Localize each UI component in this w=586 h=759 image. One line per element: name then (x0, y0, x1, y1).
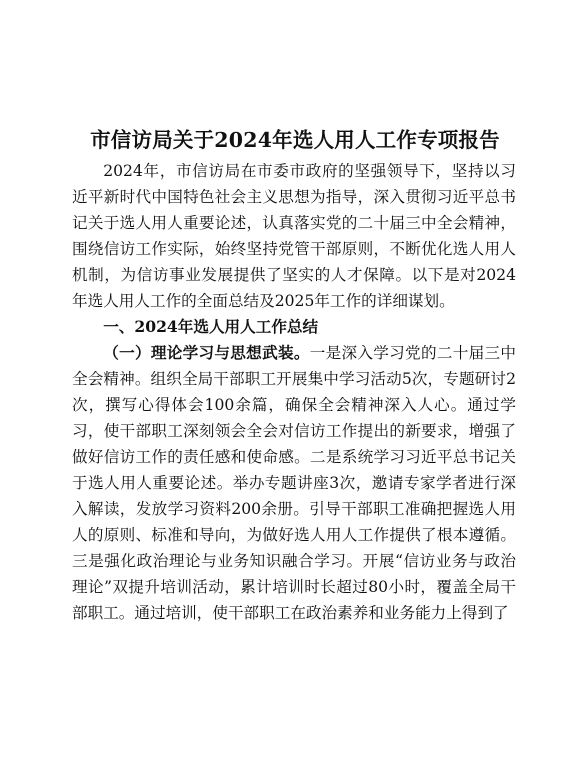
subsection-heading: （一）理论学习与思想武装。 (103, 343, 310, 362)
intro-paragraph: 2024年，市信访局在市委市政府的坚强领导下，坚持以习近平新时代中国特色社会主义思想为指导，深入贯彻习近平总书记关于选人用人重要论述，认真落实党的二十届三中全会精神，围绕信访工作实际，始终坚持党管干部原则，不断优化选人用人机制，为信访事业发展提供了坚实的人才保障。以下是对2024年选人用人工作的全面总结及2025年工作的详细谋划。 (72, 162, 516, 310)
document-title: 市信访局关于2024年选人用人工作专项报告 (90, 128, 500, 152)
section-heading: 一、2024年选人用人工作总结 (103, 317, 319, 336)
subsection-paragraph (72, 340, 516, 626)
document-body (72, 158, 516, 626)
subsection-text: 一是深入学习党的二十届三中全会精神。组织全局干部职工开展集中学习活动5次，专题研讨2次，撰写心得体会100余篇，确保全会精神深入人心。通过学习，使干部职工深刻领会全会对信访工作提出的新要求，增强了做好信访工作的责任感和使命感。二是系统学习习近平总书记关于选人用人重要论述。举办专题讲座3次，邀请专家学者进行深入解读，发放学习资料200余册。引导干部职工准确把握选人用人的原则、标准和导向，为做好选人用人工作提供了根本遵循。三是强化政治理论与业务知识融合学习。开展“信访业务与政治理论”双提升培训活动，累计培训时长超过80小时，覆盖全局干部职工。通过培训，使干部职工在政治素养和业务能力上得到了 (72, 344, 516, 622)
